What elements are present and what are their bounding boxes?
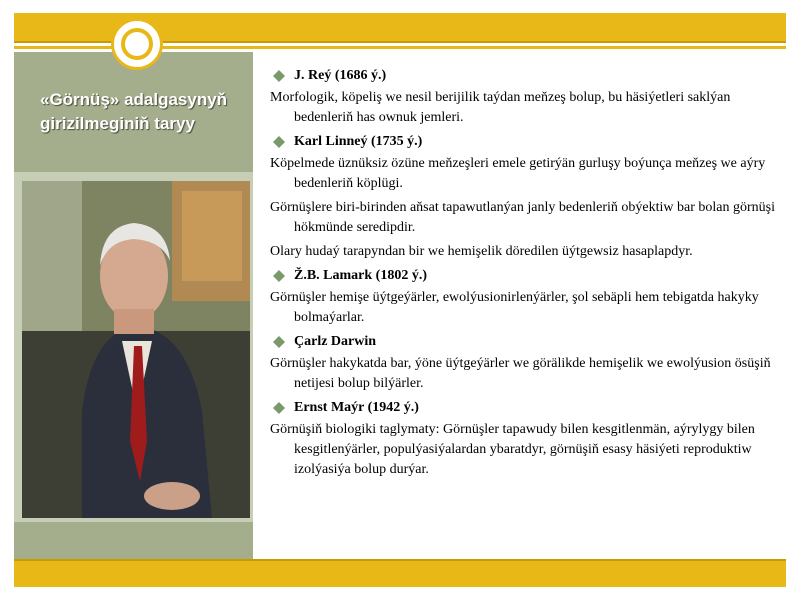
section-heading [270, 132, 780, 152]
paragraph: Morfologik, köpeliş we nesil berijilik taýdan meňzeş bolup, bu häsiýetleri saklýan bedenleriň has ownuk jemleri. [270, 90, 731, 125]
bullet-icon [273, 402, 285, 414]
heading-text: Karl Linneý (1735 ý.) [294, 134, 423, 149]
paragraph: Köpelmede üznüksiz özüne meňzeşleri emele getirýän gurluşy boýunça meňzeş we aýry bedenleriň köplügi. [270, 156, 766, 191]
portrait-illustration [22, 181, 250, 518]
paragraph: Görnüşlere biri-birinden aňsat tapawutlanýan janly bedenleriň obýektiw bar bolan görnüşi hökmünde seredipdir. [270, 200, 776, 235]
section-heading [270, 398, 780, 418]
paragraph: Görnüşler hemişe üýtgeýärler, ewolýusionirlenýärler, şol sebäpli hem tebigatda hakyky bolmaýarlar. [270, 290, 759, 325]
bullet-icon [273, 136, 285, 148]
heading-text: Çarlz Darwin [294, 334, 377, 349]
bullet-icon [273, 336, 285, 348]
slide-title: «Görnüş» adalgasynyň girizilmeginiň taryy [40, 90, 228, 133]
bottom-decorative-band [14, 559, 786, 587]
section-heading [270, 266, 780, 286]
bullet-icon [273, 70, 285, 82]
portrait-photo [22, 181, 250, 518]
circle-ornament [111, 18, 163, 70]
paragraph: Görnüşiň biologiki taglymaty: Görnüşler tapawudy bilen kesgitlenmän, aýrylygy bilen kesgitlenýärler, populýasiýalardan ybaratdyr, görnüşiň esasy häsiýeti reproduktiw izolýasiýa bolup durýar. [270, 422, 755, 477]
bullet-icon [273, 270, 285, 282]
paragraph: Görnüşler hakykatda bar, ýöne üýtgeýärler we görälikde hemişelik we ewolýusion ösüşiň netijesi bolup bilýärler. [270, 356, 771, 391]
heading-text: Ž.B. Lamark (1802 ý.) [294, 268, 427, 283]
section-heading [270, 332, 780, 352]
heading-text: Ernst Maýr (1942 ý.) [294, 400, 419, 415]
content-list [270, 64, 780, 484]
paragraph: Olary hudaý tarapyndan bir we hemişelik döredilen üýtgewsiz hasaplapdyr. [270, 244, 693, 259]
heading-text: J. Reý (1686 ý.) [294, 68, 387, 83]
section-heading [270, 66, 780, 86]
circle-ornament-inner [121, 28, 153, 60]
